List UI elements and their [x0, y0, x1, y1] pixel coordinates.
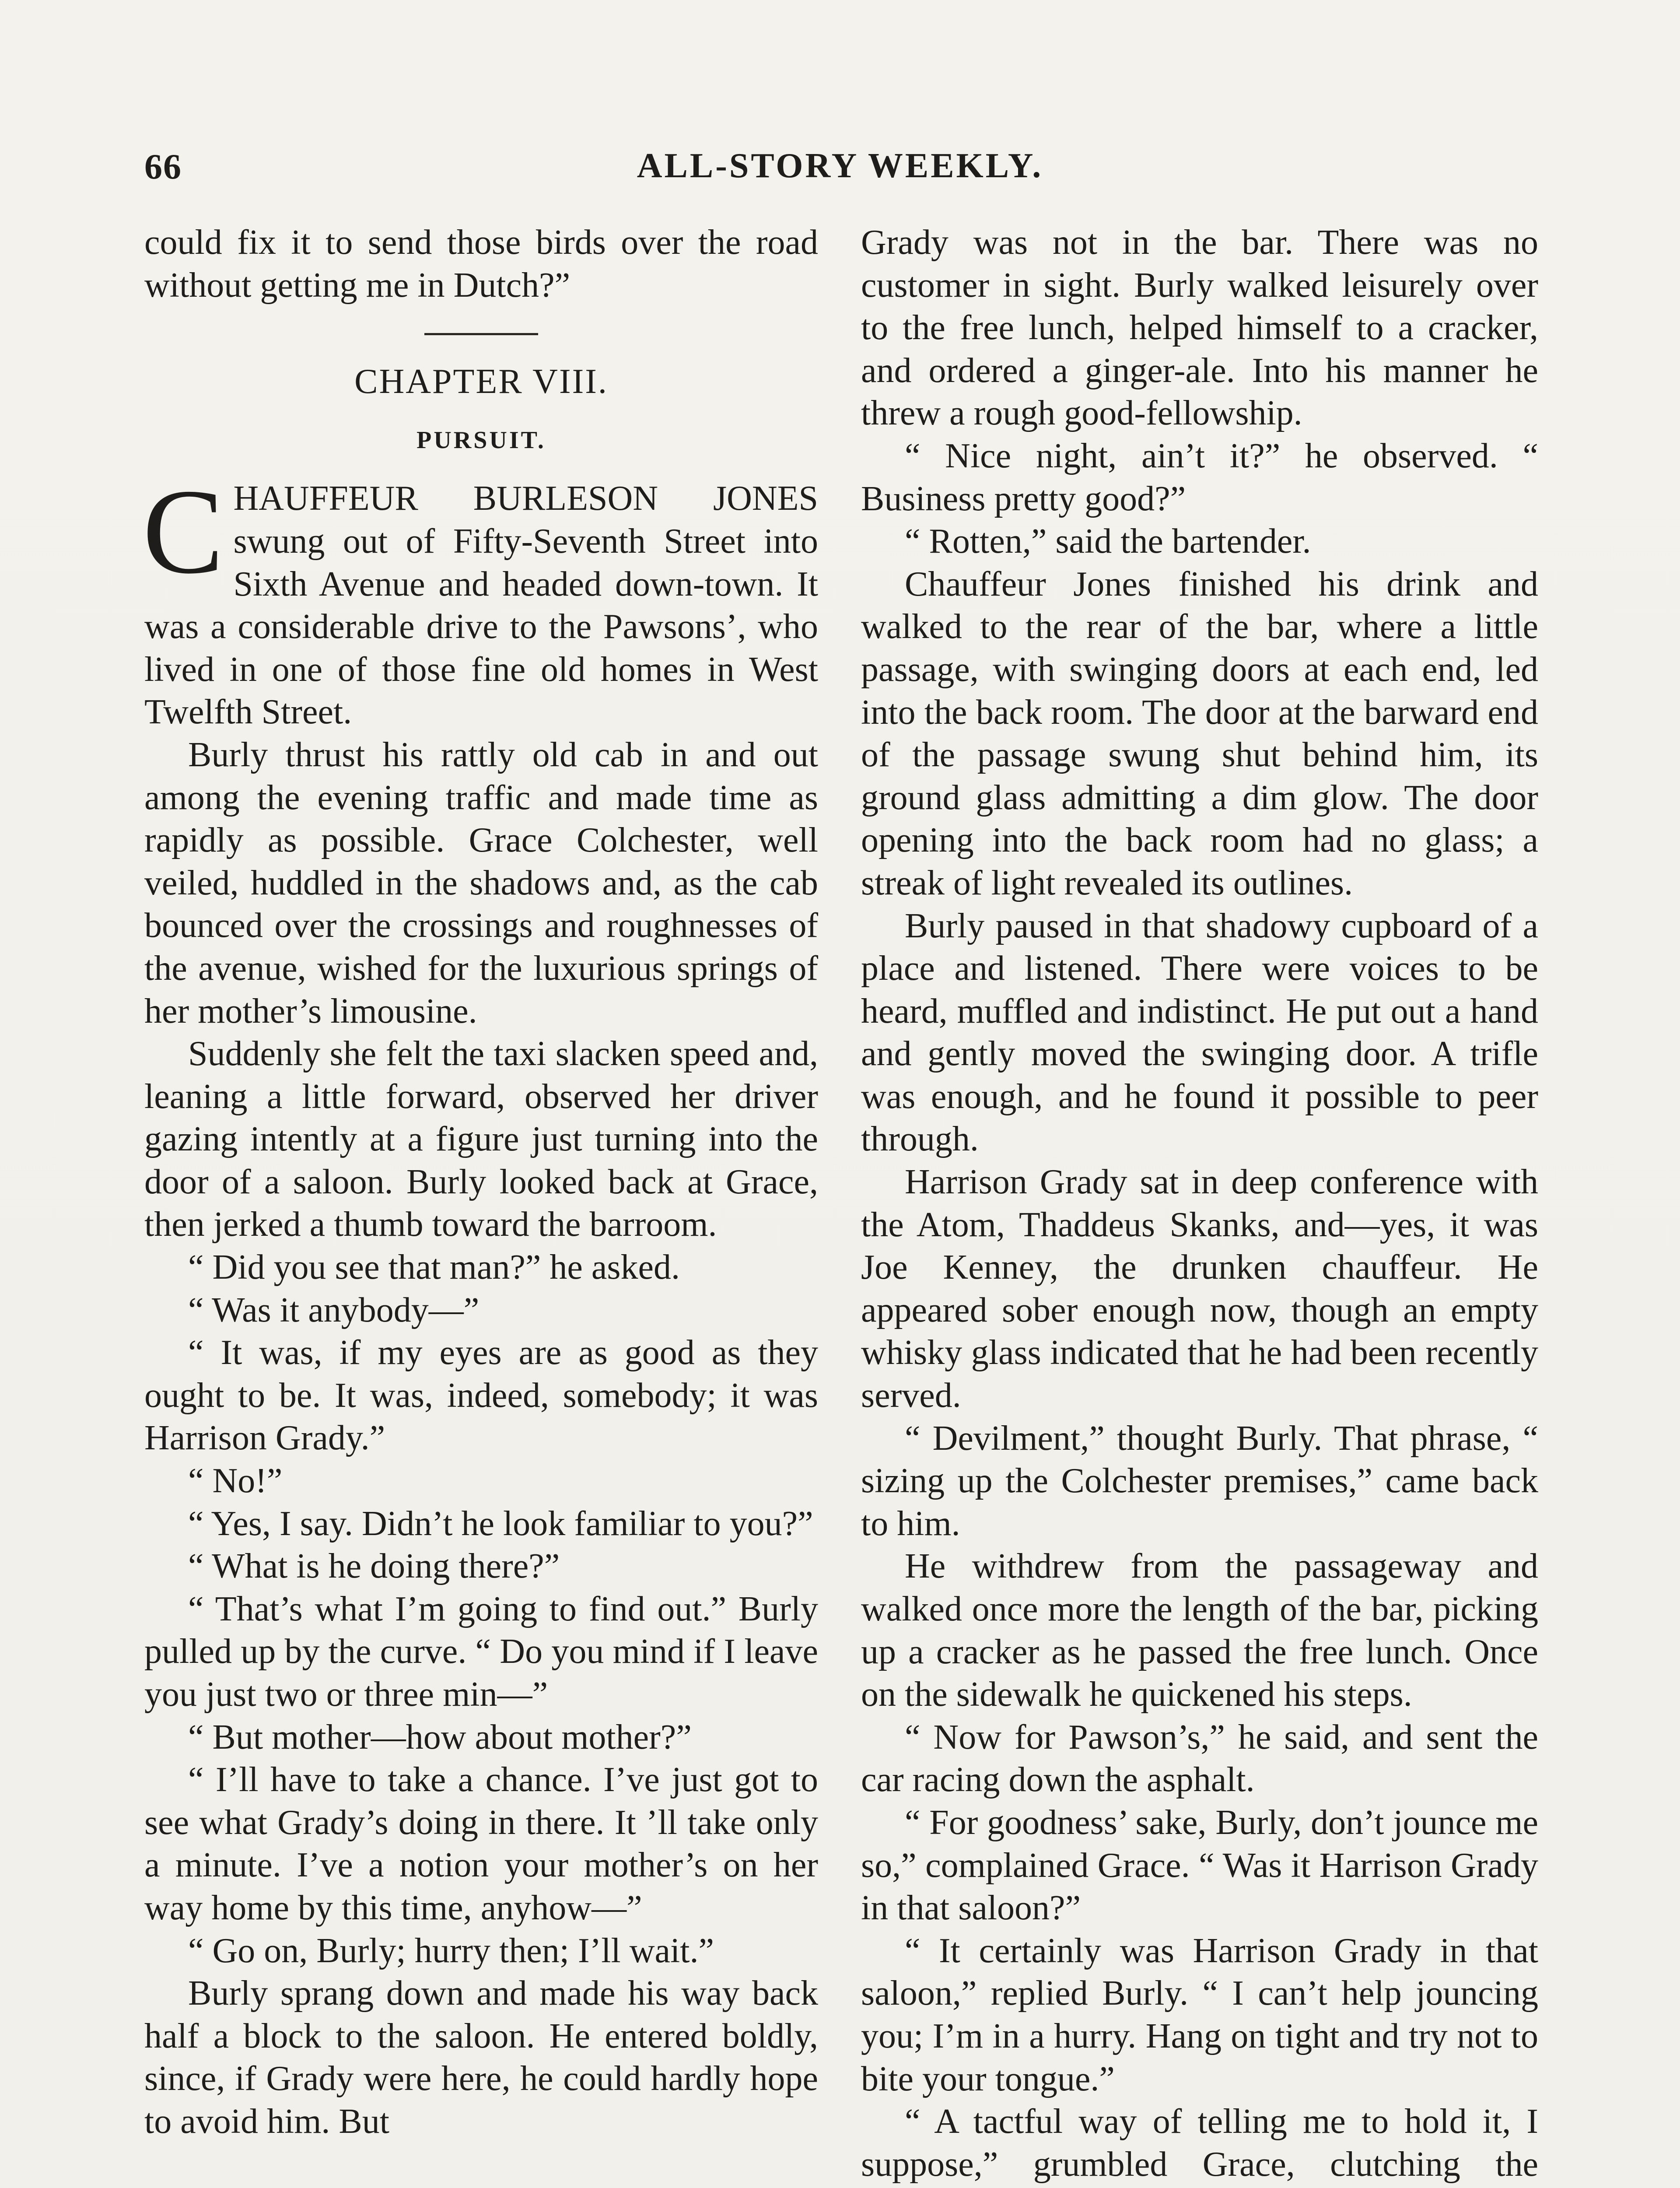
paragraph: “ Yes, I say. Didn’t he look familiar to you?” — [188, 1504, 813, 1543]
right-opening-paragraph: Grady was not in the bar. There was no customer in sight. Burly walked leisurely over to the free lunch, helped himself to a cracker, and ordered a ginger-ale. Into his manner he threw a rough good-fellowship. — [861, 223, 1538, 433]
chapter-title: CHAPTER VIII. — [354, 362, 608, 401]
paragraph: He withdrew from the passageway and walked once more the length of the bar, picking up a cracker as he passed the free lunch. Once on the sidewalk he quickened his steps. — [861, 1547, 1538, 1714]
paragraph: Harrison Grady sat in deep conference with the Atom, Thaddeus Skanks, and—yes, it was Joe Kenney, the drunken chauffeur. He appeared sober enough now, though an empty whisky glass indicated that he had been recently served. — [861, 1163, 1538, 1415]
paragraph: “ It certainly was Harrison Grady in that saloon,” replied Burly. “ I can’t help jouncing you; I’m in a hurry. Hang on tight and try not to bite your tongue.” — [861, 1931, 1538, 2098]
paragraph: “ Now for Pawson’s,” he said, and sent the car racing down the asphalt. — [861, 1718, 1538, 1799]
paragraph: “ Nice night, ain’t it?” he observed. “ Business pretty good?” — [861, 436, 1538, 518]
paragraph: Burly sprang down and made his way back half a block to the saloon. He entered boldly, since, if Grady were here, he could hardly hope to avoid him. But — [144, 1974, 818, 2141]
paragraph: “ It was, if my eyes are as good as they ought to be. It was, indeed, somebody; it was Harrison Grady.” — [144, 1333, 818, 1458]
section-divider — [424, 333, 538, 335]
paragraph: “ But mother—how about mother?” — [188, 1718, 692, 1757]
paragraph: “ Go on, Burly; hurry then; I’ll wait.” — [188, 1931, 714, 1970]
paragraph: Burly thrust his rattly old cab in and out among the evening traffic and made time as rapidly as possible. Grace Colchester, well veiled, huddled in the shadows and, as the cab bounced over the crossings and roughnesses of the avenue, wished for the luxurious springs of her mother’s limousine. — [144, 735, 818, 1031]
paragraph: Burly paused in that shadowy cupboard of a place and listened. There were voices to be heard, muffled and indistinct. He put out a hand and gently moved the swinging door. A trifle was enough, and he found it possible to peer through. — [861, 906, 1538, 1159]
paragraph: Suddenly she felt the taxi slacken speed and, leaning a little forward, observed her driver gazing intently at a figure just turning into the door of a saloon. Burly looked back at Grace, then jerked a thumb toward the barroom. — [144, 1034, 818, 1244]
left-column — [144, 221, 818, 2143]
paragraph: “ For goodness’ sake, Burly, don’t jounce me so,” complained Grace. “ Was it Harrison Grady in that saloon?” — [861, 1803, 1538, 1928]
paragraph: “ I’ll have to take a chance. I’ve just got to see what Grady’s doing in there. It ’ll take only a minute. I’ve a notion your mother’s on her way home by this time, anyhow—” — [144, 1760, 818, 1927]
drop-cap: C — [143, 464, 224, 600]
page-number: 66 — [144, 147, 182, 186]
paragraph: “ Was it anybody—” — [188, 1290, 480, 1329]
paragraph: “ A tactful way of telling me to hold it, I suppose,” grumbled Grace, clutching the — [861, 2102, 1538, 2184]
paragraph: “ No!” — [188, 1462, 283, 1501]
first-paragraph-text: HAUFFEUR BURLESON JONES swung out of Fifty-Seventh Street into Sixth Avenue and headed down-town. It was a considerable drive to the Pawsons’, who lived in one of those fine old homes in West Twelfth Street. — [144, 479, 818, 732]
paragraph: “ Rotten,” said the bartender. — [905, 522, 1311, 561]
right-column — [861, 221, 1538, 2188]
paragraph: “ What is he doing there?” — [188, 1547, 560, 1586]
paragraph: “ That’s what I’m going to find out.” Burly pulled up by the curve. “ Do you mind if I leave you just two or three min—” — [144, 1589, 818, 1714]
paragraph: “ Did you see that man?” he asked. — [188, 1248, 680, 1287]
page-header — [144, 146, 1536, 199]
left-opening-paragraph: could fix it to send those birds over the road without getting me in Dutch?” — [144, 223, 818, 305]
chapter-first-paragraph — [143, 464, 818, 734]
paragraph: “ Devilment,” thought Burly. That phrase, “ sizing up the Colchester premises,” came back to him. — [861, 1419, 1538, 1543]
paragraph: Chauffeur Jones finished his drink and walked to the rear of the bar, where a little passage, with swinging doors at each end, led into the back room. The door at the barward end of the passage swung shut behind him, its ground glass admitting a dim glow. The door opening into the back room had no glass; a streak of light revealed its outlines. — [861, 565, 1538, 902]
chapter-subtitle: PURSUIT. — [416, 426, 546, 454]
running-title: ALL-STORY WEEKLY. — [637, 147, 1043, 185]
